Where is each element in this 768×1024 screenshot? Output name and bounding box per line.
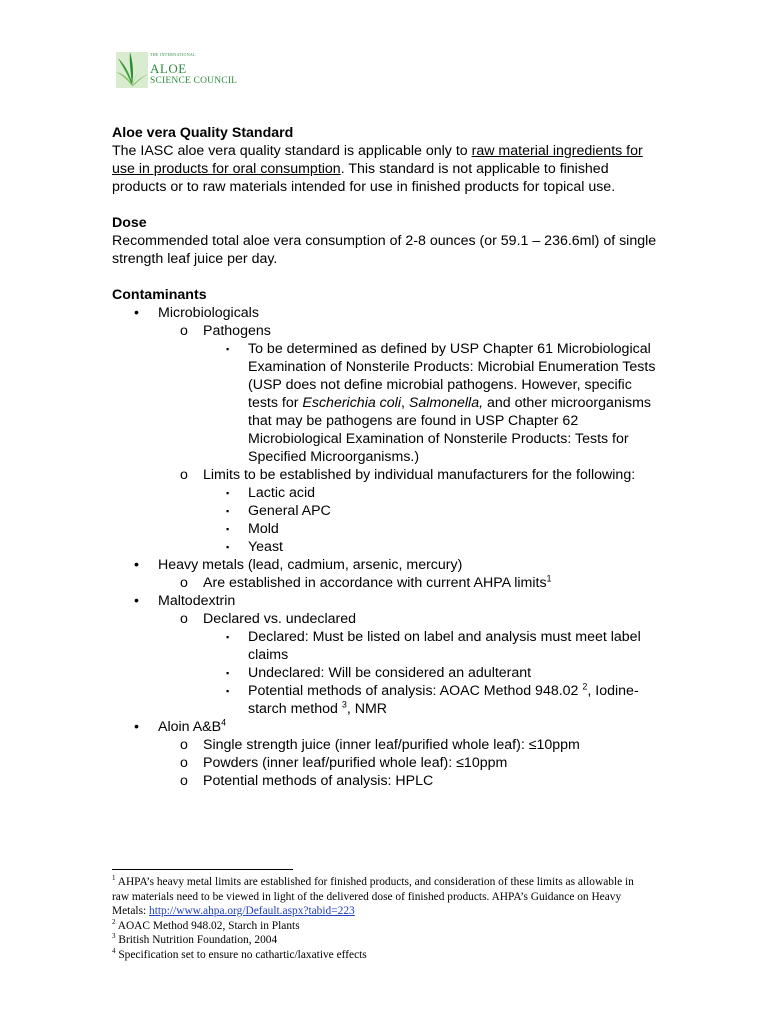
intro-text-a: The IASC aloe vera quality standard is applicable only to [112, 143, 472, 159]
heavy-metals-sublist [158, 574, 662, 592]
circle-marker: o [180, 575, 188, 591]
list-item [112, 556, 662, 592]
footnote-3 [112, 933, 652, 948]
list-item [158, 754, 662, 772]
aloin-label: Aloin A&B [158, 719, 222, 735]
methods-text-c: , NMR [346, 701, 388, 717]
declared-sublist [203, 628, 662, 718]
list-item [203, 538, 662, 556]
list-item [112, 304, 662, 556]
pathogens-label: Pathogens [203, 323, 271, 339]
heavy-metals-text: Are established in accordance with current AHPA limits [203, 575, 547, 591]
comma-text: , [400, 395, 405, 411]
limits-label: Limits to be established by individual manufacturers for the following: [203, 467, 636, 483]
footnote-2 [112, 919, 652, 934]
footnote-number: 3 [112, 932, 116, 941]
contaminants-list [112, 304, 662, 790]
footnote-number: 1 [112, 874, 116, 883]
limits-item-yeast: Yeast [248, 539, 283, 555]
limits-sublist [203, 484, 662, 556]
circle-marker: o [180, 755, 188, 771]
list-item [112, 592, 662, 718]
limits-item-apc: General APC [248, 503, 331, 519]
footnote-ref-1: 1 [546, 573, 552, 584]
footnote-ref-2: 2 [582, 681, 588, 692]
aloin-juice-text: Single strength juice (inner leaf/purified whole leaf): ≤10ppm [203, 737, 580, 753]
intro-underlined-text: raw material ingredients for use in products for oral consumption [112, 143, 643, 177]
methods-text-b: , Iodine-starch method [248, 683, 639, 717]
salmonella-text: Salmonella, [408, 395, 484, 411]
logo-council-text: SCIENCE COUNCIL [150, 76, 238, 86]
list-item [158, 466, 662, 556]
circle-marker: o [180, 467, 188, 483]
heavy-metals-label: Heavy metals (lead, cadmium, arsenic, mercury) [158, 557, 463, 573]
square-marker: ▪ [226, 686, 230, 696]
square-marker: ▪ [226, 524, 230, 534]
ecoli-text: Escherichia coli [302, 395, 401, 411]
bullet-marker: • [134, 557, 139, 573]
aloe-leaf-icon [116, 52, 148, 88]
limits-item-mold: Mold [248, 521, 279, 537]
maltodextrin-sublist [158, 610, 662, 718]
footnote-number: 2 [112, 917, 116, 926]
list-item [203, 664, 662, 682]
list-item [158, 322, 662, 466]
bullet-marker: • [134, 593, 139, 609]
footnote-3-text: British Nutrition Foundation, 2004 [115, 934, 278, 946]
contaminants-heading: Contaminants [112, 287, 207, 303]
aloe-council-logo [116, 50, 256, 92]
pathogens-text-a: To be determined as defined by USP Chapter 61 Microbiological Examination of Nonsterile Products: Microbial Enumeration Tests (USP does not define microbial pathogens. However, specific tests for [248, 341, 656, 411]
logo-small-text: THE INTERNATIONAL [150, 52, 196, 57]
undeclared-text: Undeclared: Will be considered an adulterant [248, 665, 532, 681]
intro-paragraph [112, 142, 662, 196]
list-item [203, 484, 662, 502]
microbiologicals-sublist [158, 322, 662, 556]
footnote-2-text: AOAC Method 948.02, Starch in Plants [115, 919, 300, 932]
limits-item-lactic: Lactic acid [248, 485, 316, 501]
bullet-marker: • [134, 305, 139, 321]
list-item [203, 628, 662, 664]
circle-marker: o [180, 323, 188, 339]
document-body [112, 124, 662, 790]
ahpa-link[interactable]: http://www.ahpa.org/Default.aspx?tabid=223 [149, 905, 355, 917]
list-item [112, 718, 662, 790]
aloin-methods-text: Potential methods of analysis: HPLC [203, 773, 434, 789]
footnote-4 [112, 948, 652, 963]
footnote-ref-4: 4 [221, 717, 227, 728]
square-marker: ▪ [226, 344, 230, 354]
footnote-ref-3: 3 [341, 699, 347, 710]
list-item [203, 502, 662, 520]
dose-heading: Dose [112, 215, 147, 231]
declared-vs-undeclared: Declared vs. undeclared [203, 611, 356, 627]
intro-text-b: . This standard is not applicable to finished products or to raw materials intended for use in finished products for topical use. [112, 161, 616, 195]
list-item [203, 340, 662, 466]
microbiologicals-label: Microbiologicals [158, 305, 259, 321]
square-marker: ▪ [226, 488, 230, 498]
square-marker: ▪ [226, 668, 230, 678]
footnote-number: 4 [112, 946, 116, 955]
quality-standard-heading: Aloe vera Quality Standard [112, 125, 294, 141]
list-item [158, 736, 662, 754]
square-marker: ▪ [226, 542, 230, 552]
methods-text-a: Potential methods of analysis: AOAC Method 948.02 [248, 683, 583, 699]
bullet-marker: • [134, 719, 139, 735]
circle-marker: o [180, 737, 188, 753]
pathogens-sublist [203, 340, 662, 466]
footnote-4-text: Specification set to ensure no cathartic/laxative effects [115, 948, 367, 961]
list-item [158, 772, 662, 790]
declared-text: Declared: Must be listed on label and analysis must meet label claims [248, 629, 641, 663]
footnote-divider [112, 869, 293, 870]
footnote-1-text: AHPA’s heavy metal limits are established for finished products, and consideration of these limits as allowable in raw materials need to be viewed in light of the delivered dose of finished products. AHPA’s Guidance on Heavy Metals: [112, 876, 634, 917]
aloin-powders-text: Powders (inner leaf/purified whole leaf): ≤10ppm [203, 755, 508, 771]
footnotes [112, 875, 652, 962]
dose-paragraph: Recommended total aloe vera consumption of 2-8 ounces (or 59.1 – 236.6ml) of single strength leaf juice per day. [112, 233, 657, 267]
maltodextrin-label: Maltodextrin [158, 593, 236, 609]
square-marker: ▪ [226, 506, 230, 516]
list-item [203, 520, 662, 538]
circle-marker: o [180, 611, 188, 627]
square-marker: ▪ [226, 632, 230, 642]
pathogens-text-b: and other microorganisms that may be pathogens are found in USP Chapter 62 Microbiological Examination of Nonsterile Products: Tests for Specified Microorganisms.) [248, 395, 651, 465]
aloin-sublist [158, 736, 662, 790]
circle-marker: o [180, 773, 188, 789]
list-item [203, 682, 662, 718]
logo-aloe-text: ALOE [150, 61, 187, 76]
list-item [158, 574, 662, 592]
list-item [158, 610, 662, 718]
footnote-1 [112, 875, 652, 919]
